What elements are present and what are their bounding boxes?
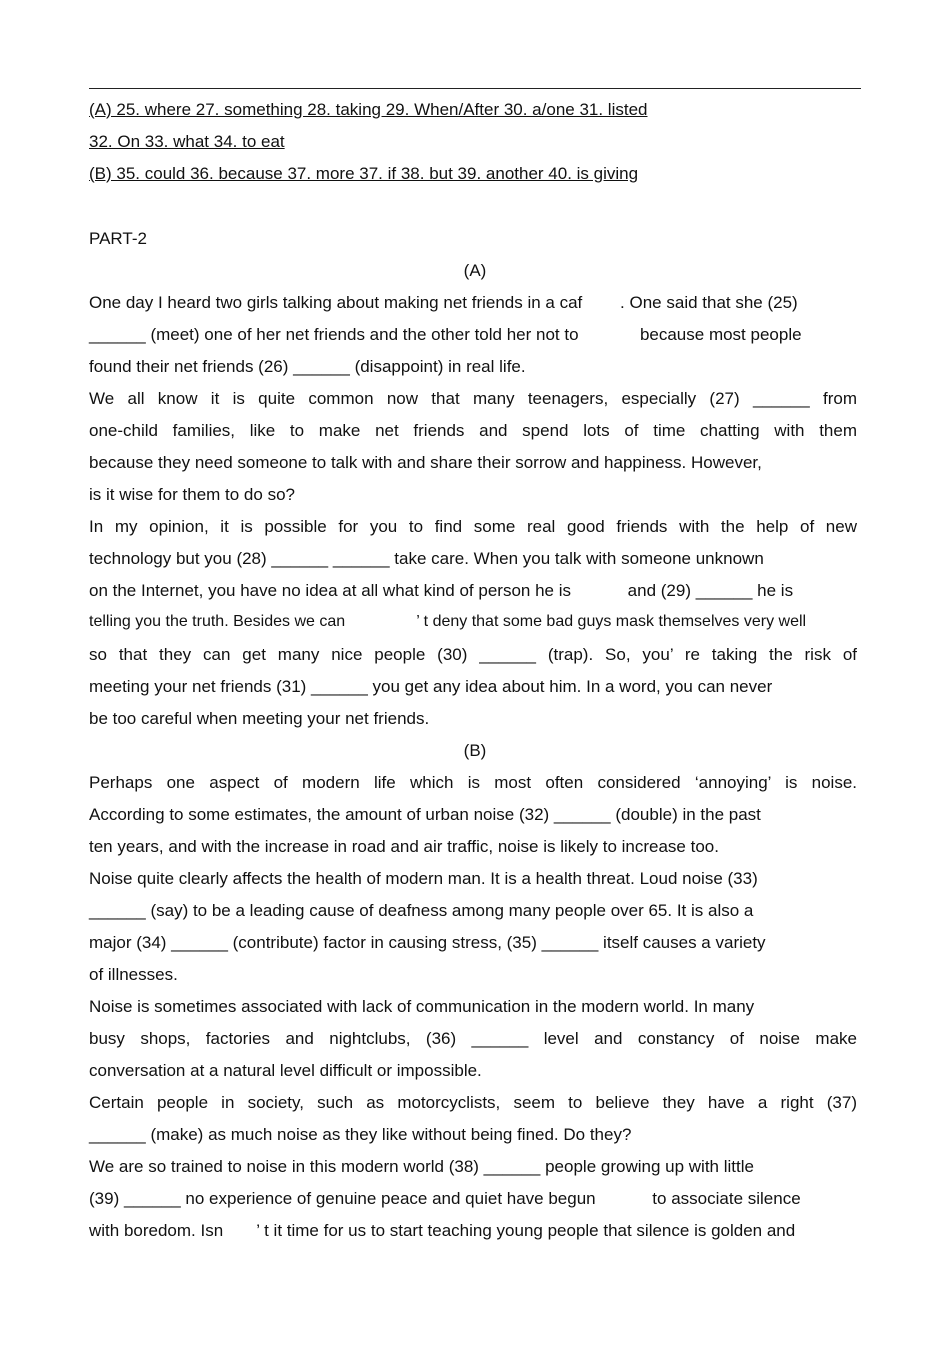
section-b-line: busy shops, factories and nightclubs, (36) ______ level and constancy of noise make — [89, 1029, 857, 1048]
section-a-line: meeting your net friends (31) ______ you get any idea about him. In a word, you can never — [89, 677, 773, 696]
section-b-line: Perhaps one aspect of modern life which is most often considered ‘annoying’ is noise. — [89, 773, 857, 792]
section-a-label: (A) — [463, 261, 487, 280]
section-a-line: is it wise for them to do so? — [89, 485, 295, 504]
section-a-line: be too careful when meeting your net friends. — [89, 709, 430, 728]
section-a-line: telling you the truth. Besides we can ’ t deny that some bad guys mask themselves very well — [89, 613, 807, 630]
section-b-line: ______ (make) as much noise as they like without being fined. Do they? — [89, 1125, 632, 1144]
answer-key-a-line-2: 32. On 33. what 34. to eat — [89, 132, 285, 151]
section-a-line: technology but you (28) ______ ______ take care. When you talk with someone unknown — [89, 549, 764, 568]
section-a-line: We all know it is quite common now that many teenagers, especially (27) ______ from — [89, 389, 857, 408]
answer-key-b-line: (B) 35. could 36. because 37. more 37. if 38. but 39. another 40. is giving — [89, 164, 639, 183]
section-b-line: According to some estimates, the amount of urban noise (32) ______ (double) in the past — [89, 805, 761, 824]
section-b-line: We are so trained to noise in this modern world (38) ______ people growing up with little — [89, 1157, 754, 1176]
section-a-line: one-child families, like to make net friends and spend lots of time chatting with them — [89, 421, 857, 440]
section-b-line: major (34) ______ (contribute) factor in causing stress, (35) ______ itself causes a variety — [89, 933, 766, 952]
section-b-line: Noise quite clearly affects the health of modern man. It is a health threat. Loud noise (33) — [89, 869, 758, 888]
section-b-label: (B) — [463, 741, 487, 760]
section-b-line: (39) ______ no experience of genuine peace and quiet have begun to associate silence — [89, 1189, 801, 1208]
section-a-line: One day I heard two girls talking about making net friends in a caf . One said that she (25) — [89, 293, 798, 312]
answer-key-a-line-1: (A) 25. where 27. something 28. taking 29. When/After 30. a/one 31. listed — [89, 100, 648, 119]
top-rule — [89, 88, 861, 89]
section-b-line: ten years, and with the increase in road and air traffic, noise is likely to increase too. — [89, 837, 719, 856]
section-a-line: on the Internet, you have no idea at all what kind of person he is and (29) ______ he is — [89, 581, 794, 600]
section-b-line: conversation at a natural level difficult or impossible. — [89, 1061, 482, 1080]
section-b-line: Noise is sometimes associated with lack of communication in the modern world. In many — [89, 997, 755, 1016]
section-a-line: so that they can get many nice people (30) ______ (trap). So, you’ re taking the risk of — [89, 645, 857, 664]
section-a-line: found their net friends (26) ______ (disappoint) in real life. — [89, 357, 526, 376]
section-a-line: In my opinion, it is possible for you to find some real good friends with the help of new — [89, 517, 857, 536]
section-b-line: Certain people in society, such as motorcyclists, seem to believe they have a right (37) — [89, 1093, 857, 1112]
section-a-line: ______ (meet) one of her net friends and the other told her not to because most people — [89, 325, 802, 344]
section-b-line: of illnesses. — [89, 965, 178, 984]
section-b-line: ______ (say) to be a leading cause of deafness among many people over 65. It is also a — [89, 901, 754, 920]
section-a-line: because they need someone to talk with and share their sorrow and happiness. However, — [89, 453, 762, 472]
section-b-line: with boredom. Isn ’ t it time for us to start teaching young people that silence is golden and — [89, 1221, 796, 1240]
part-heading: PART-2 — [89, 229, 147, 248]
